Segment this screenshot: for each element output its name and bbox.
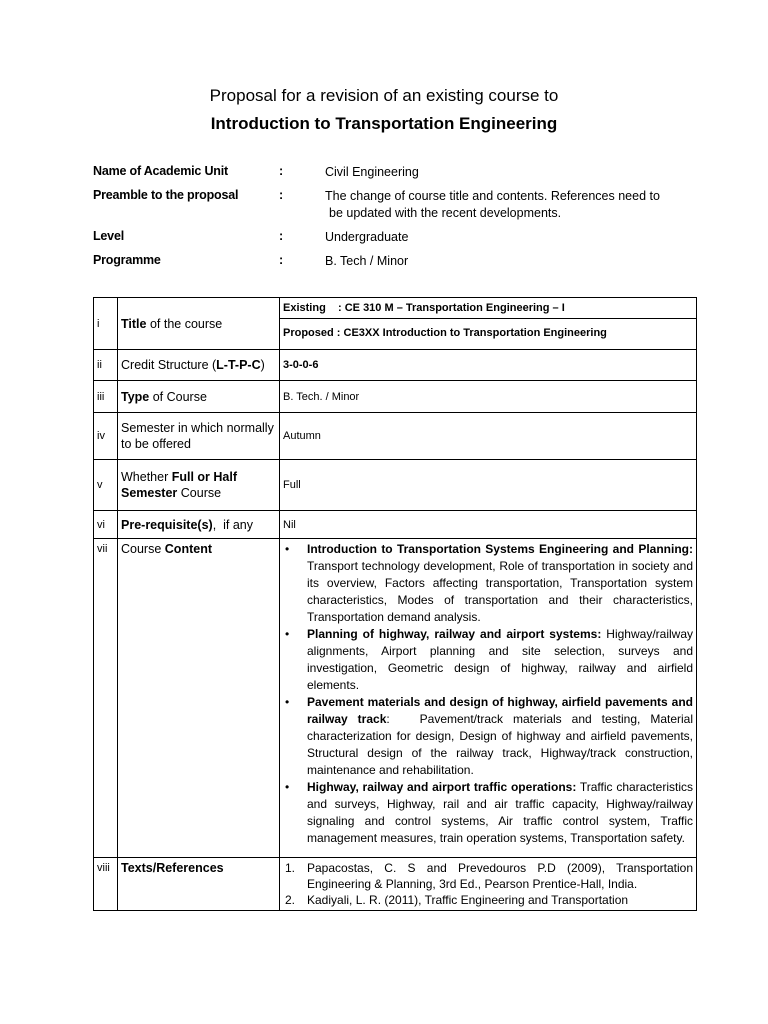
meta-row-programme [93,253,703,277]
bullet-icon: • [285,542,290,556]
proposal-meta [93,164,703,277]
meta-colon: : [279,229,284,243]
row-label: Semester in which normally to be offered [118,413,280,460]
row-label: Credit Structure (L-T-P-C) [118,350,280,381]
row-number: vii [94,539,118,858]
meta-row-preamble [93,188,703,229]
table-row-type [94,381,697,413]
existing-title: Existing : CE 310 M – Transportation Engineering – I [283,302,565,314]
meta-label: Preamble to the proposal [93,188,239,202]
row-number: vi [94,511,118,539]
prereq-value: Nil [280,511,697,539]
meta-value: Civil Engineering [325,165,419,179]
list-item: 2. Kadiyali, L. R. (2011), Traffic Engineering and Transportation [285,893,629,907]
table-row-semester [94,413,697,460]
row-label: Title of the course [118,298,280,350]
row-number: iv [94,413,118,460]
meta-value: B. Tech / Minor [325,254,409,268]
row-number: i [94,298,118,350]
meta-value [325,188,705,222]
list-item: • Highway, railway and airport traffic operations: Traffic characteristics and surveys, Highway, rail and air traffic capacity, Highway/railway signaling and control systems, Air traffic control system, Traffic management measures, train operation systems, Transportation safety. [285,780,694,845]
meta-label: Level [93,229,124,243]
list-item: • Pavement materials and design of highway, airfield pavements and railway track: Pavement/track materials and testing, Material characterization for design, Design of highway and airfield pavements, Structural design of the railway track, Highway/track construction, maintenance and rehabilitation. [285,695,697,777]
row-label: Texts/References [118,858,280,911]
table-row-content [94,539,697,858]
row-number: ii [94,350,118,381]
proposed-title: Proposed : CE3XX Introduction to Transportation Engineering [280,318,696,349]
semester-value: Autumn [280,413,697,460]
row-number: viii [94,858,118,911]
list-item: • Introduction to Transportation Systems Engineering and Planning: Transport technology development, Role of transportation in society and its overview, Factors affecting transportation, Transportation system characteristics, Modes of transportation and their characteristics, Transportation demand analysis. [285,542,693,624]
preamble-line-2: be updated with the recent developments. [329,206,562,220]
credit-value: 3-0-0-6 [280,350,697,381]
meta-label: Name of Academic Unit [93,164,228,178]
title-values [280,298,697,350]
whether-value: Full [280,460,697,511]
row-label: Pre-requisite(s), if any [118,511,280,539]
list-item: 1. Papacostas, C. S and Prevedouros P.D (2009), Transportation Engineering & Planning, 3rd Ed., Pearson Prentice-Hall, India. [285,861,693,891]
content-list [283,541,697,847]
meta-row-level [93,229,703,253]
row-number: v [94,460,118,511]
course-title-heading: Introduction to Transportation Engineering [210,114,558,133]
row-label: Type of Course [118,381,280,413]
list-item: • Planning of highway, railway and airport systems: Highway/railway alignments, Airport planning and site selection, surveys and investigation, Geometric design of highway, railway and airfield elements. [285,627,693,692]
bullet-icon: • [285,627,290,641]
preamble-line-1: The change of course title and contents. References need to [325,189,660,203]
meta-colon: : [279,164,284,178]
meta-row-academic-unit [93,164,703,188]
row-number: iii [94,381,118,413]
bullet-icon: • [285,780,290,794]
table-row-references [94,858,697,911]
course-details-table [93,297,697,911]
type-value: B. Tech. / Minor [280,381,697,413]
meta-colon: : [279,253,284,267]
row-label: Whether Full or Half Semester Course [118,460,280,511]
meta-value: Undergraduate [325,230,409,244]
proposal-heading: Proposal for a revision of an existing course to [209,86,559,105]
row-label: Course Content [118,539,280,858]
references-list [283,860,693,908]
meta-colon: : [279,188,284,202]
table-row-credit [94,350,697,381]
table-row-prereq [94,511,697,539]
table-row-title [94,298,697,350]
content-cell [280,539,697,858]
bullet-icon: • [285,695,290,709]
meta-label: Programme [93,253,161,267]
table-row-whether [94,460,697,511]
references-cell [280,858,697,911]
